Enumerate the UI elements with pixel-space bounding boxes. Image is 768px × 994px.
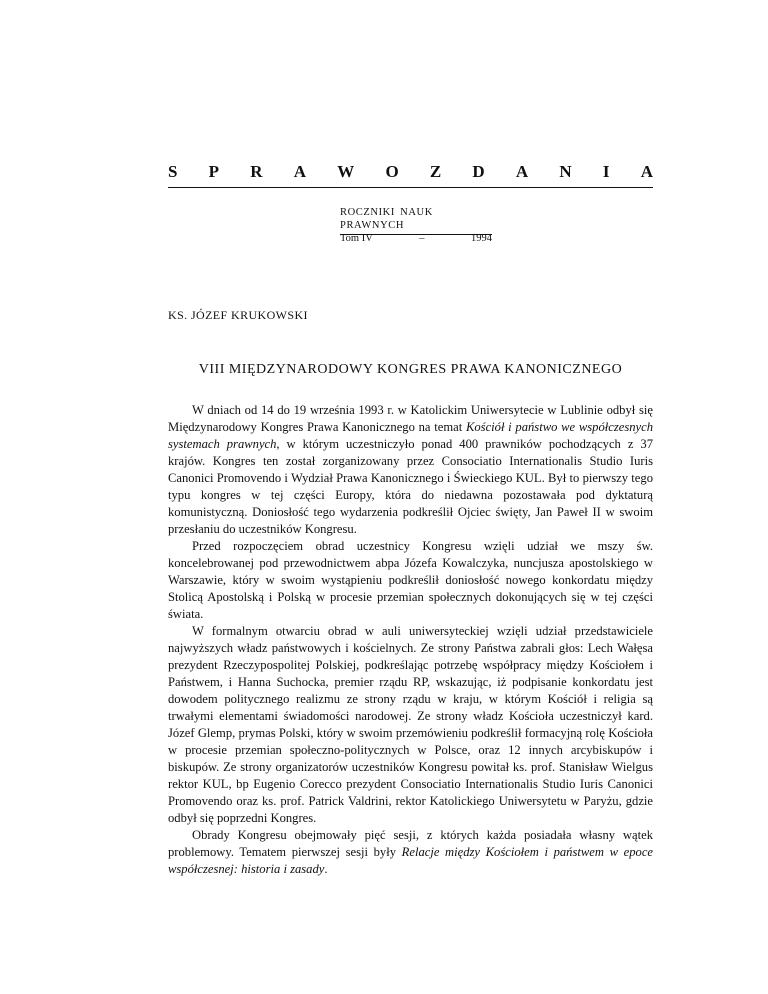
article-body [168,402,653,878]
journal-volume: Tom IV [340,233,373,244]
article-title: VIII MIĘDZYNARODOWY KONGRES PRAWA KANONICZNEGO [198,362,623,377]
section-letter: A [293,162,307,181]
paragraph-italic: Relacje między Kościołem i państwem w epoce współczesnej: historia i zasady [168,845,654,876]
author-name: KS. JÓZEF KRUKOWSKI [168,308,308,322]
paragraph-text: Obrady Kongresu obejmowały pięć sesji, z których każda posiadała własny wątek problemowy. Tematem pierwszej sesji były [168,828,653,859]
section-letter: A [515,162,529,181]
journal-name: ROCZNIKI NAUK PRAWNYCH [340,207,433,231]
section-letter: Z [429,162,442,181]
section-letter: O [385,162,399,181]
heading-divider [168,187,653,188]
section-letter: P [208,162,220,181]
paragraph-italic: Kościół i państwo we współczesnych systemach prawnych [168,420,654,451]
section-letter: S [168,162,178,181]
paragraph-text: , w którym uczestniczyło ponad 400 prawników pochodzących z 37 krajów. Kongres ten został zorganizowany przez Consociatio Internationalis Studio Iuris Canonici Promovendo i Wydział Prawa Kanonicznego i Świeckiego KUL. Był to pierwszy tego typu kongres w tej części Europy, która do niedawna pozostawała pod dyktaturą komunistyczną. Doniosłość tego wydarzenia podkreślił Ojciec święty, Jan Paweł II w swoim przesłaniu do uczestników Kongresu. [168,437,654,536]
section-letter: R [250,162,263,181]
section-letter: I [602,162,610,181]
journal-dash: – [419,233,425,244]
paragraph [168,827,653,878]
section-letter: W [337,162,355,181]
paragraph [168,402,653,538]
paragraph-text: . [324,862,328,876]
journal-divider [340,234,492,235]
paragraph-text: W dniach od 14 do 19 września 1993 r. w Katolickim Uniwersytecie w Lublinie odbył się Międzynarodowy Kongres Prawa Kanonicznego na temat [168,403,653,434]
paragraph: Przed rozpoczęciem obrad uczestnicy Kongresu wzięli udział we mszy św. koncelebrowanej pod przewodnictwem abpa Józefa Kowalczyka, nuncjusza apostolskiego w Warszawie, który w swoim wystąpieniu podkreślił doniosłość nowego konkordatu między Stolicą Apostolską i Polską w procesie przemian społecznych dokonujących się w tej części świata. [168,539,653,621]
section-heading [168,162,653,182]
section-letter: A [640,162,653,181]
journal-year: 1994 [471,233,492,244]
section-letter: D [472,162,485,181]
journal-header [340,206,492,245]
section-letter: N [559,162,572,181]
paragraph: W formalnym otwarciu obrad w auli uniwersyteckiej wzięli udział przedstawiciele najwyższych władz państwowych i kościelnych. Ze strony Państwa zabrali głos: Lech Wałęsa prezydent Rzeczypospolitej Polskiej, podkreślając potrzebę współpracy między Kościołem i Państwem, i Hanna Suchocka, premier rządu RP, wskazując, iż podpisanie konkordatu jest dowodem politycznego realizmu ze strony rządu w kraju, w którym Kościół i religia są trwałymi elementami świadomości narodowej. Ze strony władz Kościoła uczestniczył kard. Józef Glemp, prymas Polski, który w swoim przemówieniu podkreślił formacyjną rolę Kościoła w procesie przemian społeczno-politycznych w Polsce, oraz 12 innych arcybiskupów i biskupów. Ze strony organizatorów uczestników Kongresu powitał ks. prof. Stanisław Wielgus rektor KUL, bp Eugenio Corecco prezydent Consociatio Internationalis Studio Iuris Canonici Promovendo oraz ks. prof. Patrick Valdrini, rektor Katolickiego Uniwersytetu w Paryżu, gdzie odbył się poprzedni Kongres. [168,624,653,825]
